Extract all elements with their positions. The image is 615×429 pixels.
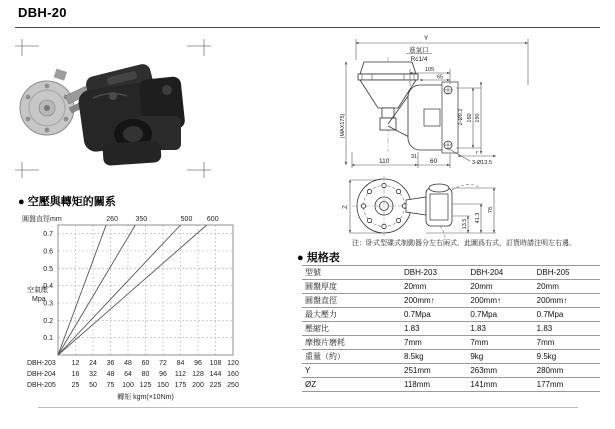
- spec-cell: 1.83: [534, 322, 600, 336]
- spec-row-label: 最大壓力: [302, 308, 401, 322]
- x-tick-label: 150: [157, 382, 169, 389]
- y-tick-label: 0.2: [43, 317, 53, 325]
- dim-label-Z: Z: [342, 205, 349, 209]
- spec-cell: 0.7Mpa: [401, 308, 467, 322]
- x-tick-label: 12: [71, 360, 80, 367]
- x-tick-label: 50: [89, 382, 97, 389]
- air-inlet-label: 進氣口: [409, 47, 429, 54]
- spec-row-label: 摩擦片磨耗: [302, 336, 401, 350]
- y-tick-label: 0.3: [43, 300, 53, 308]
- front-view: [340, 35, 528, 168]
- dim-label-160: 160: [467, 113, 473, 123]
- x-tick-label: 175: [174, 382, 187, 389]
- spec-col-model-label: 型號: [302, 266, 401, 280]
- spec-cell: 118mm: [401, 378, 467, 392]
- y-axis-unit: Mpa: [32, 296, 46, 303]
- chart-line-350: [58, 225, 135, 355]
- spec-row: [302, 280, 600, 294]
- spec-row: [302, 350, 600, 364]
- spec-row-label: 圓盤厚度: [302, 280, 401, 294]
- dim-label-2d92: 2-Ø9.2: [458, 108, 464, 126]
- x-tick-label: 24: [89, 360, 97, 367]
- bolt-holes-leader: [449, 149, 470, 161]
- x-tick-label: 48: [124, 360, 132, 367]
- spec-row-label: Y: [302, 364, 401, 378]
- y-tick-label: 0.6: [43, 248, 53, 256]
- x-scale-model: DBH-204: [27, 371, 56, 378]
- spec-cell: 251mm: [401, 364, 467, 378]
- x-tick-label: 125: [139, 382, 152, 389]
- x-tick-label: 60: [141, 360, 150, 367]
- x-tick-label: 25: [71, 382, 80, 389]
- spec-row: [302, 364, 600, 378]
- spec-cell: 20mm: [401, 280, 467, 294]
- spec-cell: 200mm↑: [401, 294, 467, 308]
- spec-cell: 177mm: [534, 378, 600, 392]
- x-tick-label: 84: [176, 360, 185, 367]
- dim-label-76: 76: [488, 206, 494, 214]
- y-tick-label: 0.1: [43, 335, 53, 343]
- x-tick-label: 120: [227, 360, 239, 367]
- x-tick-label: 200: [192, 382, 204, 389]
- spec-cell: 7mm: [467, 336, 533, 350]
- spec-cell: 1.83: [467, 322, 533, 336]
- spec-row-label: 重量（約）: [302, 350, 401, 364]
- x-tick-label: 96: [159, 371, 167, 378]
- dim-label-max175: (MAX175): [340, 113, 346, 139]
- y-tick-label: 0.4: [43, 283, 53, 291]
- spec-table: [302, 265, 600, 392]
- chart-line-label: 260: [106, 216, 118, 223]
- spec-cell: 0.7Mpa: [534, 308, 600, 322]
- chart-line-label: 350: [135, 216, 148, 223]
- chart-line-600: [58, 225, 207, 355]
- product-photo: [15, 38, 215, 178]
- dim-label-190: 190: [475, 113, 481, 123]
- spec-row: [302, 308, 600, 322]
- technical-drawing: [338, 30, 550, 240]
- spec-col-header: DBH-204: [467, 266, 533, 280]
- footer-rule: [38, 407, 578, 408]
- spec-cell: 9.5kg: [534, 350, 600, 364]
- dim-label-13-5: 13.5: [462, 218, 468, 230]
- drawing-note: 注：卧式型碟式制動器分左右兩式，此圖爲右式，訂貨時請注明左右邊。: [352, 240, 576, 247]
- x-tick-label: 16: [71, 371, 80, 378]
- spec-cell: 200mm↑: [534, 294, 600, 308]
- dim-label-65: 65: [437, 74, 444, 81]
- x-axis-label: 轉矩 kgm(×10Nm): [117, 394, 174, 401]
- flange-disc: [20, 69, 74, 135]
- spec-cell: 1.83: [401, 322, 467, 336]
- x-scale-model: DBH-205: [27, 382, 56, 389]
- x-tick-label: 128: [192, 371, 204, 378]
- technical-drawing-svg: [338, 30, 550, 240]
- chart-line-label: 600: [206, 216, 219, 223]
- spec-row: [302, 378, 600, 392]
- dim-label-r: r: [476, 150, 478, 156]
- title-rule: [15, 27, 600, 28]
- spec-cell: 0.7Mpa: [467, 308, 533, 322]
- spec-row: [302, 322, 600, 336]
- x-tick-label: 108: [209, 360, 222, 367]
- x-tick-label: 72: [159, 360, 167, 367]
- bottom-view: [342, 176, 496, 240]
- product-photo-image: [15, 38, 215, 178]
- top-axis-label: 圓盤直徑mm: [22, 216, 62, 223]
- spec-row-label: 壓縮比: [302, 322, 401, 336]
- x-tick-label: 64: [124, 371, 132, 378]
- spec-col-header: DBH-203: [401, 266, 467, 280]
- dim-label-31: 31: [411, 154, 418, 160]
- y-tick-label: 0.5: [43, 265, 53, 273]
- dim-label-60: 60: [430, 158, 438, 165]
- spec-cell: 7mm: [401, 336, 467, 350]
- spec-cell: 280mm: [534, 364, 600, 378]
- spec-row-label: 圓盤直徑: [302, 294, 401, 308]
- dim-label-105: 105: [425, 67, 435, 73]
- caliper-front: [408, 82, 458, 153]
- x-tick-label: 100: [122, 382, 134, 389]
- spec-cell: 20mm: [467, 280, 533, 294]
- dim-label-41-3: 41.3: [475, 212, 481, 224]
- x-scale-model: DBH-203: [27, 360, 56, 367]
- chart-line-260: [58, 225, 106, 355]
- dim-label-110: 110: [379, 158, 390, 165]
- spec-cell: 20mm: [534, 280, 600, 294]
- spec-cell: 8.5kg: [401, 350, 467, 364]
- spec-row: [302, 294, 600, 308]
- chart-section-heading: ● 空壓與轉矩的關系: [18, 196, 116, 208]
- caliper-side: [406, 184, 480, 240]
- x-tick-label: 48: [106, 371, 115, 378]
- chart-line-label: 500: [180, 216, 193, 223]
- x-tick-label: 80: [141, 371, 150, 378]
- spec-cell: 7mm: [534, 336, 600, 350]
- pressure-torque-chart: [15, 203, 245, 403]
- x-tick-label: 250: [227, 382, 239, 389]
- spec-cell: 263mm: [467, 364, 533, 378]
- spec-section-heading: ● 規格表: [297, 252, 340, 264]
- bolt-holes-label: 3-Ø13.5: [472, 160, 492, 166]
- spec-cell: 200mm↑: [467, 294, 533, 308]
- spec-cell: 9kg: [467, 350, 533, 364]
- x-tick-label: 75: [106, 382, 115, 389]
- x-tick-label: 112: [174, 371, 187, 378]
- y-tick-label: 0.7: [43, 231, 53, 239]
- spec-cell: 141mm: [467, 378, 533, 392]
- y-axis-label: 空氣壓: [27, 287, 48, 294]
- x-tick-label: 96: [194, 360, 202, 367]
- x-tick-label: 225: [209, 382, 222, 389]
- x-tick-label: 144: [209, 371, 222, 378]
- spec-row: [302, 336, 600, 350]
- spec-col-header: DBH-205: [534, 266, 600, 280]
- x-tick-label: 160: [227, 371, 239, 378]
- chart-line-500: [58, 225, 181, 355]
- x-tick-label: 36: [106, 360, 115, 367]
- spec-row-label: ØZ: [302, 378, 401, 392]
- page-title: DBH-20: [18, 5, 67, 20]
- air-inlet-thread-label: Rc1/4: [410, 56, 428, 63]
- x-tick-label: 32: [89, 371, 97, 378]
- caliper-body: [77, 62, 186, 166]
- spec-header-row: [302, 266, 600, 280]
- dim-label-Y: Y: [424, 35, 429, 42]
